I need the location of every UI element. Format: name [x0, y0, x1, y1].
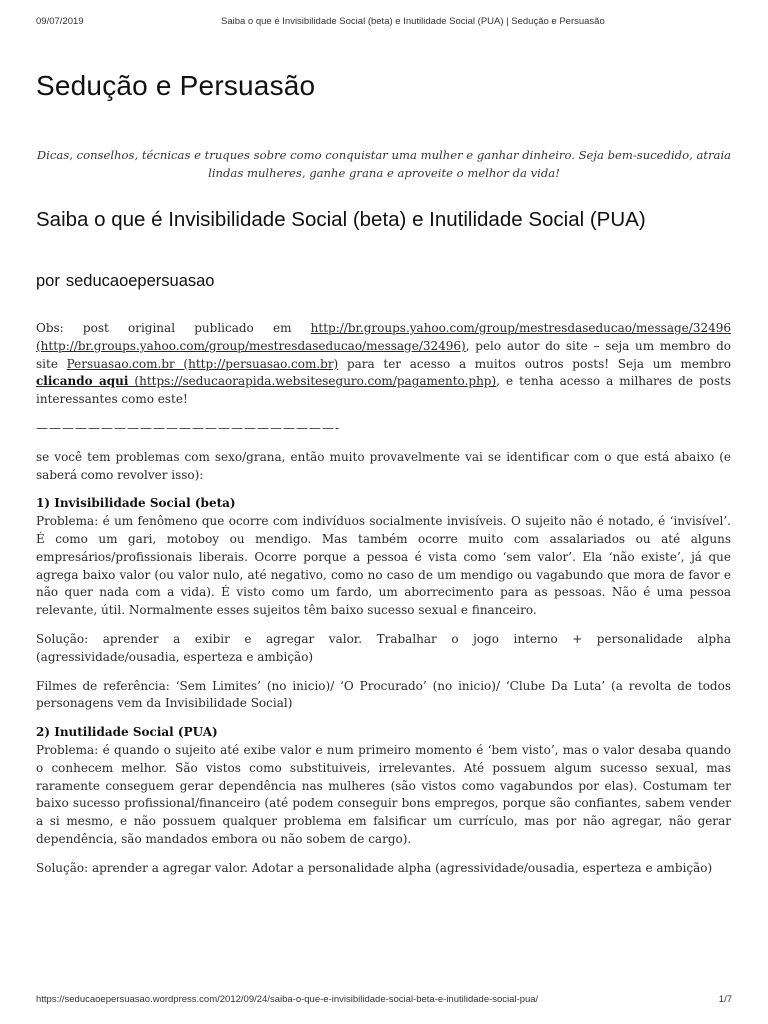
print-url: https://seducaoepersuasao.wordpress.com/2012/09/24/saiba-o-que-e-invisibilidade-social-beta-e-inutilidade-social-pua/ — [36, 994, 539, 1005]
section-inutilidade — [36, 724, 731, 877]
post-title[interactable]: Saiba o que é Invisibilidade Social (beta) e Inutilidade Social (PUA) — [36, 208, 646, 231]
author-name-link[interactable]: seducaoepersuasao — [65, 272, 215, 290]
intro-text-4: , e tenha acesso a milhares de posts interessantes como este! — [36, 374, 731, 407]
signup-link[interactable] — [36, 374, 496, 388]
print-footer — [36, 994, 732, 1008]
author-label: por — [36, 272, 60, 290]
section-invisibilidade — [36, 495, 731, 713]
separator-line: ———————————————————————- — [36, 420, 341, 435]
signup-link-label: clicando aqui — [36, 374, 129, 389]
lead-paragraph: se você tem problemas com sexo/grana, então muito provavelmente vai se identificar com o que está abaixo (e saberá como revolver isso): — [36, 449, 731, 482]
section1-heading: 1) Invisibilidade Social (beta) — [36, 496, 236, 511]
section1-solution: Solução: aprender a exibir e agregar valor. Trabalhar o jogo interno + personalidade alpha (agressividade/ousadia, esperteza e ambição) — [36, 631, 731, 664]
persuasao-link[interactable]: Persuasao.com.br (http://persuasao.com.br) — [66, 356, 339, 371]
print-header — [36, 16, 732, 30]
signup-link-url: (https://seducaorapida.websiteseguro.com/pagamento.php) — [128, 374, 497, 389]
page-number: 1/7 — [718, 994, 732, 1005]
intro-text-3: para ter acesso a muitos outros posts! Seja um membro — [338, 356, 732, 371]
section1-films: Filmes de referência: ‘Sem Limites’ (no inicio)/ ‘O Procurado’ (no inicio)/ ‘Clube Da Luta’ (a revolta de todos personagens vem da Invisibilidade Social) — [36, 678, 731, 711]
intro-paragraph — [36, 320, 731, 409]
intro-text-2: , pelo autor do site – seja um membro do site — [36, 338, 731, 371]
yahoo-group-link-url[interactable]: (http://br.groups.yahoo.com/group/mestresdaseducao/message/32496) — [36, 338, 466, 353]
site-title[interactable]: Sedução e Persuasão — [36, 70, 316, 101]
section2-solution: Solução: aprender a agregar valor. Adotar a personalidade alpha (agressividade/ousadia, esperteza e ambição) — [36, 860, 713, 875]
intro-text-1: Obs: post original publicado em — [36, 321, 311, 335]
yahoo-group-link[interactable]: http://br.groups.yahoo.com/group/mestresdaseducao/message/32496 — [310, 321, 731, 335]
site-tagline: Dicas, conselhos, técnicas e truques sobre como conquistar uma mulher e ganhar dinheiro. Seja bem-sucedido, atraia lindas mulheres, ganhe grana e aproveite o melhor da vida! — [36, 148, 732, 180]
section1-problem: Problema: é um fenômeno que ocorre com indivíduos socialmente invisíveis. O sujeito não é notado, é ‘invisível’. É como um gari, motoboy ou mendigo. Mas também ocorre muito com assalariados ou até alguns empresários/profissionais liberais. Ocorre porque a pessoa é vista como ‘sem valor’. Ela ‘não existe’, já que agrega baixo valor (ou valor nulo, até negativo, como no caso de um mendigo ou vagabundo que mora de favor e não quer nada com a vida). É visto como um fardo, um aborrecimento para as pessoas. Não é uma pessoa relevante, útil. Normalmente esses sujeitos têm baixo sucesso sexual e financeiro. — [36, 514, 731, 618]
post-author — [36, 272, 214, 291]
section2-heading: 2) Inutilidade Social (PUA) — [36, 725, 218, 740]
post-content — [36, 320, 731, 889]
print-page-title: Saiba o que é Invisibilidade Social (beta) e Inutilidade Social (PUA) | Sedução e Persuasão — [221, 16, 605, 27]
section2-problem: Problema: é quando o sujeito até exibe valor e num primeiro momento é ‘bem visto’, mas o valor desaba quando o conhecem melhor. São vistos como substituiveis, irrelevantes. Até possuem algum sucesso sexual, mas raramente conseguem gerar dependência nas mulheres (são vistos como vagabundos por elas). Costumam ter baixo sucesso profissional/financeiro (até podem conseguir bons empregos, porque são confiantes, sabem vender a si mesmo, e não possuem qualquer problema em falsificar um currículo, mas por não agregar, não gerar dependência, são mandados embora ou não sobem de cargo). — [36, 742, 731, 846]
print-date: 09/07/2019 — [36, 16, 84, 27]
